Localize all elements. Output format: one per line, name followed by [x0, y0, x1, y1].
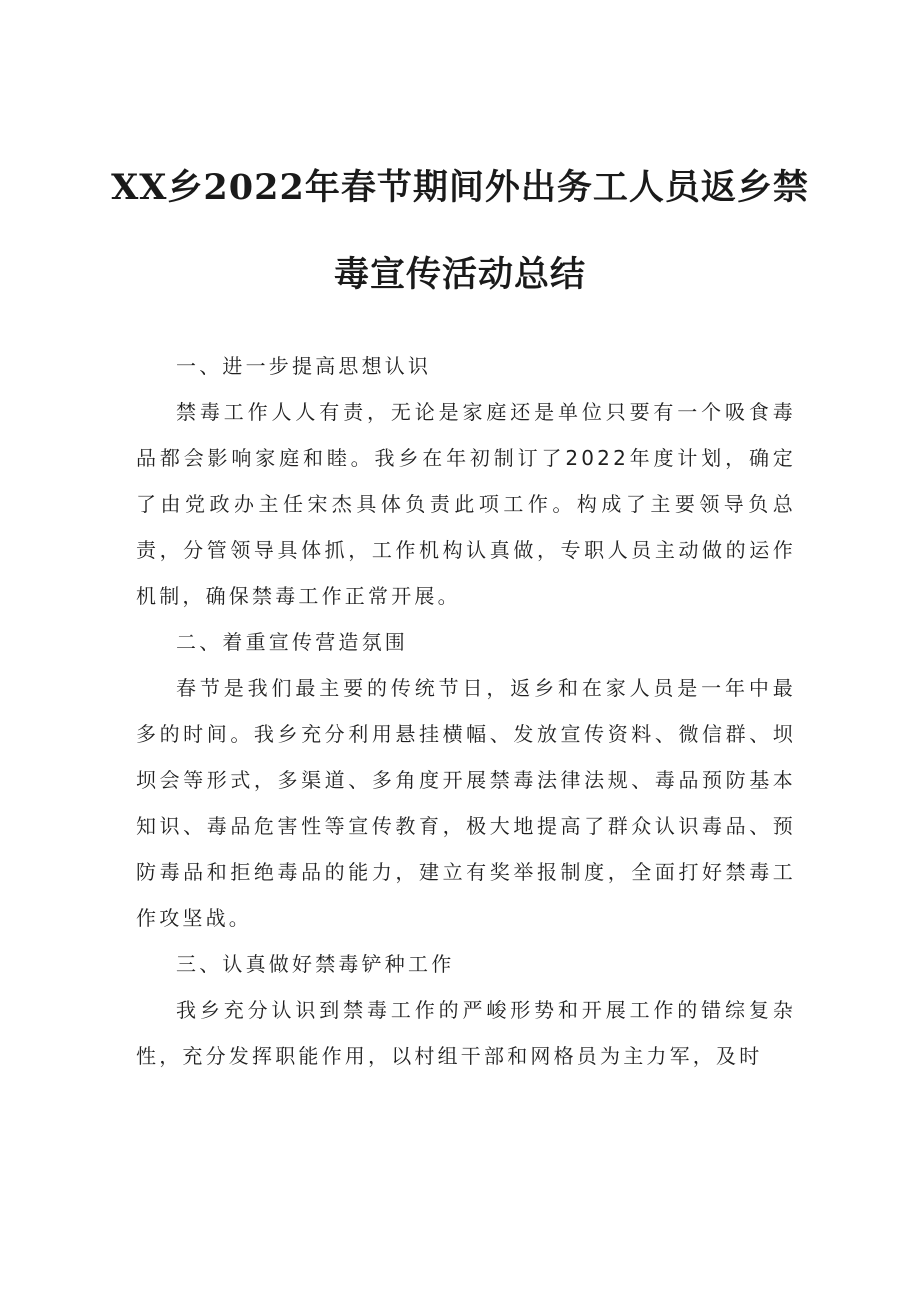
section-paragraph-2: 春节是我们最主要的传统节日，返乡和在家人员是一年中最多的时间。我乡充分利用悬挂横幅、发放宣传资料、微信群、坝坝会等形式，多渠道、多角度开展禁毒法律法规、毒品预防基本知识、毒品危害性等宣传教育，极大地提高了群众认识毒品、预防毒品和拒绝毒品的能力，建立有奖举报制度，全面打好禁毒工作攻坚战。: [136, 676, 796, 930]
section-heading-2: 二、着重宣传营造氛围: [176, 630, 408, 654]
document-body: [136, 343, 796, 1079]
section-heading-1: 一、进一步提高思想认识: [176, 354, 432, 378]
section-paragraph-1: 禁毒工作人人有责，无论是家庭还是单位只要有一个吸食毒品都会影响家庭和睦。我乡在年初制订了2022年度计划，确定了由党政办主任宋杰具体负责此项工作。构成了主要领导负总责，分管领导具体抓，工作机构认真做，专职人员主动做的运作机制，确保禁毒工作正常开展。: [136, 400, 796, 608]
section-paragraph-3: 我乡充分认识到禁毒工作的严峻形势和开展工作的错综复杂性，充分发挥职能作用，以村组干部和网格员为主力军，及时: [136, 998, 796, 1068]
section-heading-3: 三、认真做好禁毒铲种工作: [176, 952, 455, 976]
document-title-line-2: 毒宣传活动总结: [333, 254, 586, 295]
document-title-line-1: XX乡2022年春节期间外出务工人员返乡禁: [111, 167, 809, 208]
